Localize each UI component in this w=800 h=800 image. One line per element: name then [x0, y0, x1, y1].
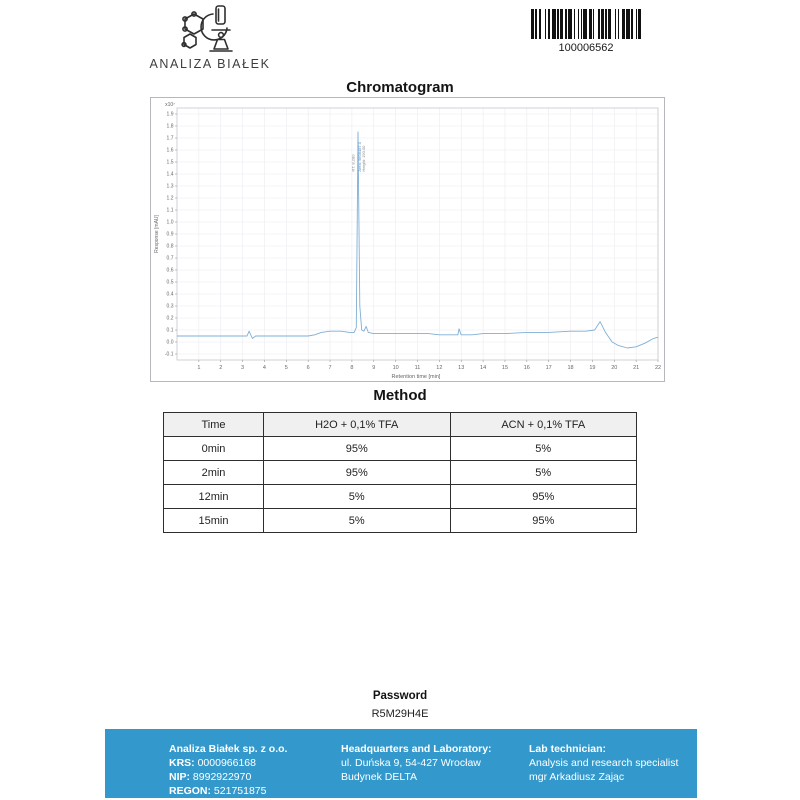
company-logo	[138, 4, 282, 71]
y-tick-label: 0.8	[166, 243, 174, 250]
x-tick-label: 14	[480, 365, 487, 371]
x-tick-label: 7	[328, 365, 332, 371]
x-tick-label: 3	[241, 365, 245, 371]
x-tick-label: 18	[567, 365, 574, 371]
nip-value: 8992922970	[192, 771, 252, 784]
y-tick-label: 1.1	[166, 207, 174, 214]
table-header-cell: ACN + 0,1% TFA	[450, 413, 637, 437]
barcode-bars	[527, 9, 645, 39]
krs-value: 0000966168	[197, 757, 256, 770]
chromatogram-title: Chromatogram	[346, 79, 454, 96]
y-tick-label: 1.8	[166, 123, 174, 130]
table-cell: 95%	[264, 437, 451, 461]
x-tick-label: 5	[284, 365, 288, 371]
barcode-bar	[638, 9, 641, 39]
x-tick-label: 17	[545, 365, 552, 371]
table-cell: 95%	[264, 461, 451, 485]
table-cell: 95%	[450, 485, 637, 509]
footer-company-name: Analiza Białek sp. z o.o.	[169, 743, 288, 755]
x-tick-label: 19	[589, 365, 596, 371]
table-header-cell: H2O + 0,1% TFA	[264, 413, 451, 437]
table-row	[164, 485, 637, 509]
x-tick-label: 2	[219, 365, 223, 371]
y-tick-label: 0.0	[166, 339, 174, 346]
x-tick-label: 1	[197, 365, 201, 371]
peak-annotation: Height: 190.00	[361, 145, 367, 172]
y-tick-label: -0.1	[164, 351, 174, 358]
table-cell: 5%	[264, 485, 451, 509]
method-title: Method	[373, 387, 427, 404]
method-table	[163, 412, 637, 533]
password-section	[0, 690, 800, 720]
y-tick-label: 1.0	[166, 219, 174, 226]
headquarters-address2: Budynek DELTA	[341, 771, 418, 784]
x-tick-label: 6	[306, 365, 310, 371]
x-tick-label: 9	[372, 365, 376, 371]
x-tick-label: 8	[350, 365, 354, 371]
microscope-molecule-icon	[172, 4, 248, 54]
y-tick-label: 0.3	[166, 303, 174, 310]
y-tick-label: 0.6	[166, 267, 174, 274]
table-cell: 12min	[164, 485, 264, 509]
nip-label: NIP:	[169, 771, 190, 784]
table-row	[164, 461, 637, 485]
x-axis-label: Retention time [min]	[391, 374, 441, 380]
y-tick-label: 0.9	[166, 231, 174, 238]
barcode-value: 100006562	[558, 42, 614, 54]
y-tick-label: 1.2	[166, 195, 174, 202]
footer-lab-technician	[529, 742, 678, 798]
footer	[105, 729, 697, 798]
lab-technician-line2: mgr Arkadiusz Zając	[529, 771, 625, 784]
table-cell: 0min	[164, 437, 264, 461]
y-tick-label: 1.4	[166, 171, 174, 178]
chromatogram-chart-frame	[150, 97, 665, 382]
table-header-row	[164, 413, 637, 437]
logo-text: ANALIZA BIAŁEK	[149, 57, 271, 71]
password-label: Password	[372, 690, 428, 702]
chromatogram-chart	[151, 98, 664, 381]
y-scale-label: x10⁷	[165, 102, 175, 108]
y-tick-label: 1.5	[166, 159, 174, 166]
x-tick-label: 20	[611, 365, 618, 371]
x-tick-label: 4	[262, 365, 266, 371]
x-tick-label: 11	[414, 365, 421, 371]
x-tick-label: 21	[633, 365, 640, 371]
krs-label: KRS:	[169, 757, 195, 770]
footer-headquarters	[341, 742, 529, 798]
lab-technician-line1: Analysis and research specialist	[529, 757, 679, 770]
y-tick-label: 0.4	[166, 291, 174, 298]
table-header-cell: Time	[164, 413, 264, 437]
method-table-header	[164, 413, 637, 437]
peak-annotation: RT: 8.280	[350, 154, 356, 172]
y-tick-label: 0.7	[166, 255, 174, 262]
x-tick-label: 15	[501, 365, 509, 371]
regon-value: 521751875	[213, 785, 267, 798]
x-tick-label: 22	[654, 365, 662, 371]
headquarters-address1: ul. Duńska 9, 54-427 Wrocław	[341, 757, 481, 770]
table-cell: 95%	[450, 509, 637, 533]
y-tick-label: 0.5	[166, 279, 174, 286]
y-tick-label: 0.1	[166, 327, 174, 334]
table-cell: 5%	[264, 509, 451, 533]
x-tick-label: 16	[523, 365, 530, 371]
regon-label: REGON:	[169, 785, 211, 798]
peak-annotation: Area: 9898487.0	[356, 142, 362, 172]
y-tick-label: 1.3	[166, 183, 174, 190]
table-row	[164, 437, 637, 461]
x-tick-label: 10	[392, 365, 399, 371]
footer-company-info	[169, 742, 341, 798]
password-value: R5M29H4E	[371, 708, 429, 720]
headquarters-title: Headquarters and Laboratory:	[341, 743, 492, 755]
table-cell: 2min	[164, 461, 264, 485]
table-cell: 5%	[450, 461, 637, 485]
table-cell: 5%	[450, 437, 637, 461]
x-tick-label: 13	[458, 365, 465, 371]
y-axis-label: Response [mAU]	[154, 215, 160, 253]
barcode	[527, 9, 645, 54]
table-row	[164, 509, 637, 533]
y-tick-label: 1.6	[166, 147, 174, 154]
table-cell: 15min	[164, 509, 264, 533]
x-tick-label: 12	[436, 365, 443, 371]
y-tick-label: 0.2	[166, 315, 174, 322]
y-tick-label: 1.7	[166, 135, 174, 142]
lab-technician-title: Lab technician:	[529, 743, 607, 755]
method-table-body	[164, 437, 637, 533]
y-tick-label: 1.9	[166, 111, 174, 118]
